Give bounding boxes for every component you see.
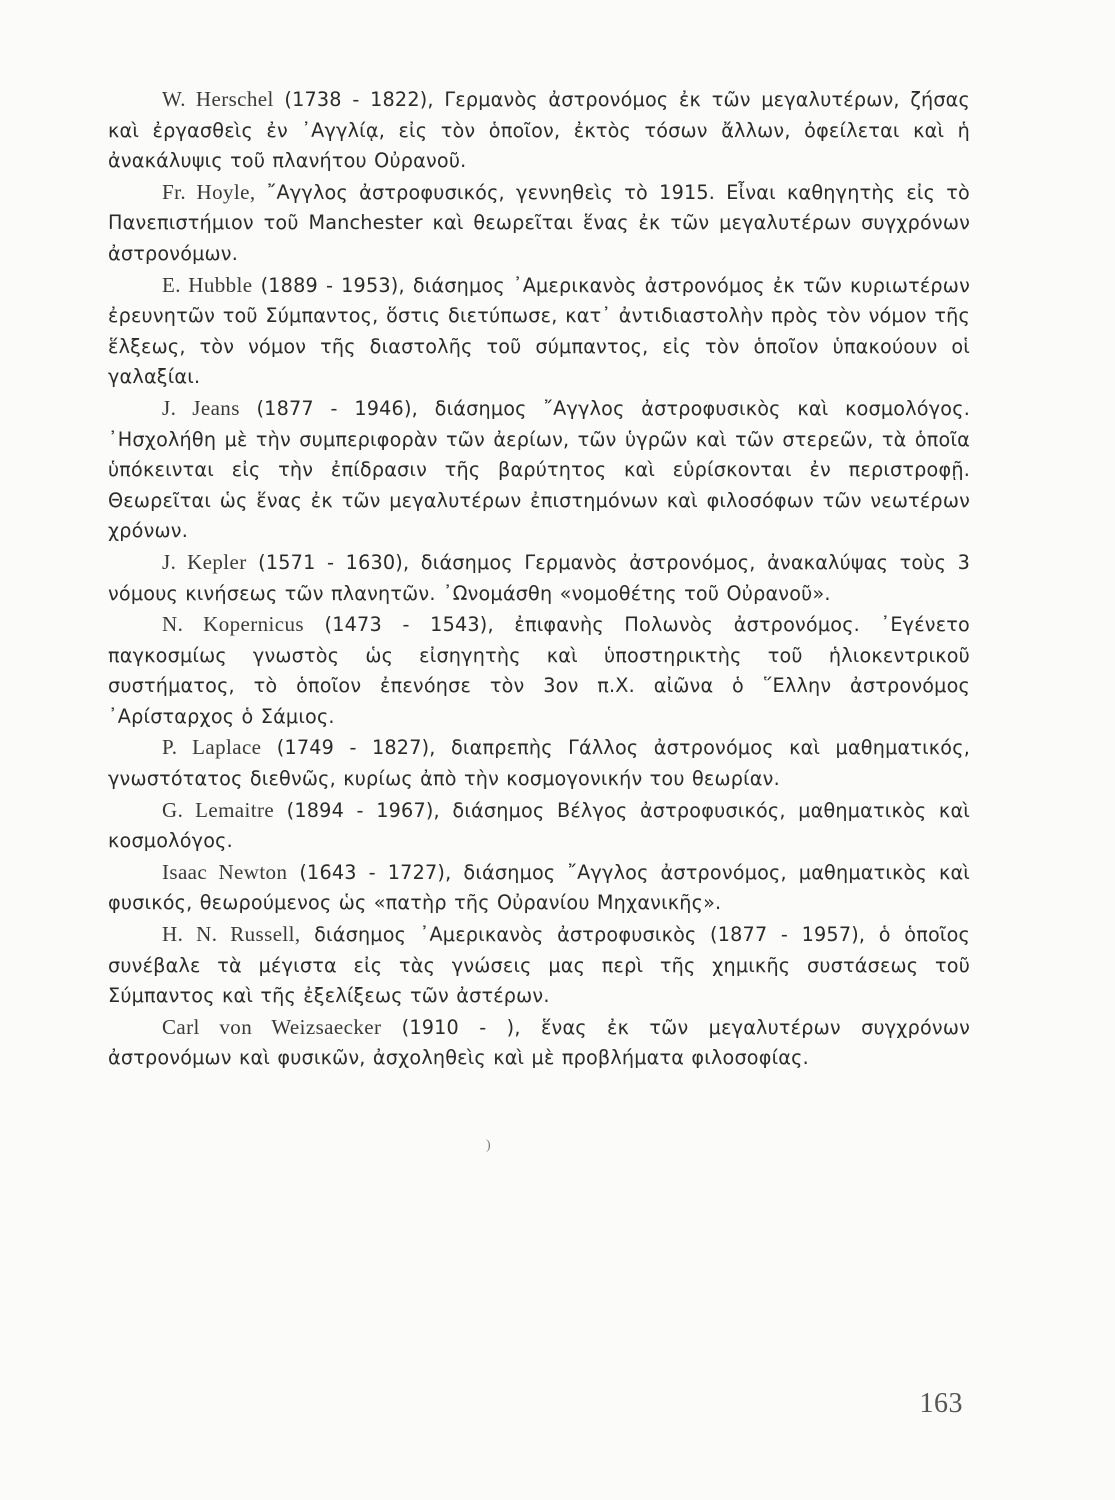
entry-text: (1643 - 1727), διάσημος ῎Αγγλος ἀστρονόμος, μαθηματικὸς καὶ φυσικός, θεωρούμενος ὡς «πατὴρ τῆς Οὐρανίου Μηχανικῆς».	[108, 860, 970, 915]
entry-text: (1889 - 1953), διάσημος ᾿Αμερικανὸς ἀστρονόμος ἐκ τῶν κυριωτέρων ἐρευνητῶν τοῦ Σύμπαντος, ὅστις διετύπωσε, κατ᾿ ἀντιδιαστολὴν πρὸς τὸν νόμον τῆς ἕλξεως, τὸν νόμον τῆς διαστολῆς τοῦ σύμπαντος, εἰς τὸν ὁποῖον ὑπακούουν οἱ γαλαξίαι.	[108, 273, 970, 389]
entry-newton	[108, 857, 970, 919]
entry-jeans	[108, 393, 970, 547]
entry-name: Isaac Newton	[162, 859, 288, 884]
entry-herschel	[108, 84, 970, 177]
entry-text: (1473 - 1543), ἐπιφανὴς Πολωνὸς ἀστρονόμος. ᾿Εγένετο παγκοσμίως γνωστὸς ὡς εἰσηγητὴς καὶ ὑποστηρικτὴς τοῦ ἡλιοκεντρικοῦ συστήματος, τὸ ὁποῖον ἐπενόησε τὸν 3ον π.Χ. αἰῶνα ὁ ῞Ελλην ἀστρονόμος ᾿Αρίσταρχος ὁ Σάμιος.	[108, 613, 970, 728]
entry-name: Carl von Weizsaecker	[162, 1014, 382, 1039]
entry-name: N. Kopernicus	[162, 612, 304, 637]
entry-kopernicus	[108, 609, 970, 732]
biographical-notes	[108, 84, 970, 1074]
entry-text: (1894 - 1967), διάσημος Βέλγος ἀστροφυσικός, μαθηματικὸς καὶ κοσμολόγος.	[108, 798, 970, 853]
entry-laplace	[108, 732, 970, 794]
entry-lemaitre	[108, 795, 970, 857]
entry-russell	[108, 919, 970, 1012]
entry-name: H. N. Russell,	[162, 922, 301, 947]
entry-text: (1738 - 1822), Γερμανὸς ἀστρονόμος ἐκ τῶν μεγαλυτέρων, ζήσας καὶ ἐργασθεὶς ἐν ᾿Αγγλίᾳ, εἰς τὸν ὁποῖον, ἐκτὸς τόσων ἄλλων, ὀφείλεται καὶ ἡ ἀνακάλυψις τοῦ πλανήτου Οὐρανοῦ.	[108, 88, 970, 173]
entry-name: J. Kepler	[162, 549, 247, 574]
entry-text: (1749 - 1827), διαπρεπὴς Γάλλος ἀστρονόμος καὶ μαθηματικός, γνωστότατος διεθνῶς, κυρίως ἀπὸ τὴν κοσμογονικήν του θεωρίαν.	[108, 736, 970, 791]
entry-name: J. Jeans	[162, 395, 240, 420]
entry-name: E. Hubble	[162, 272, 253, 297]
entry-text: (1910 - ), ἕνας ἐκ τῶν μεγαλυτέρων συγχρόνων ἀστρονόμων καὶ φυσικῶν, ἀσχοληθεὶς καὶ μὲ προβλήματα φιλοσοφίας.	[108, 1015, 971, 1070]
scan-speck: )	[486, 1138, 491, 1153]
entry-text: ῎Αγγλος ἀστροφυσικός, γεννηθεὶς τὸ 1915. Εἶναι καθηγητὴς εἰς τὸ Πανεπιστήμιον τοῦ Manchester καὶ θεωρεῖται ἕνας ἐκ τῶν μεγαλυτέρων συγχρόνων ἀστρονόμων.	[108, 180, 970, 265]
entry-text: (1877 - 1946), διάσημος ῎Αγγλος ἀστροφυσικὸς καὶ κοσμολόγος. ᾿Ησχολήθη μὲ τὴν συμπεριφορὰν τῶν ἀερίων, τῶν ὑγρῶν καὶ τῶν στερεῶν, τὰ ὁποῖα ὑπόκεινται εἰς τὴν ἐπίδρασιν τῆς βαρύτητος καὶ εὑρίσκονται ἐν περιστροφῇ. Θεωρεῖται ὡς ἕνας ἐκ τῶν μεγαλυτέρων ἐπιστημόνων καὶ φιλοσόφων τῶν νεωτέρων χρόνων.	[108, 396, 971, 543]
entry-hubble	[108, 270, 970, 393]
entry-kepler	[108, 547, 970, 609]
entry-hoyle	[108, 177, 970, 270]
entry-text: (1571 - 1630), διάσημος Γερμανὸς ἀστρονόμος, ἀνακαλύψας τοὺς 3 νόμους κινήσεως τῶν πλανητῶν. ᾿Ωνομάσθη «νομοθέτης τοῦ Οὐρανοῦ».	[108, 550, 970, 605]
entry-name: G. Lemaitre	[162, 797, 275, 822]
page-number: 163	[919, 1388, 963, 1419]
entry-name: P. Laplace	[162, 735, 262, 760]
entry-text: διάσημος ᾿Αμερικανὸς ἀστροφυσικὸς (1877 - 1957), ὁ ὁποῖος συνέβαλε τὰ μέγιστα εἰς τὰς γνώσεις μας περὶ τῆς χημικῆς συστάσεως τοῦ Σύμπαντος καὶ τῆς ἐξελίξεως τῶν ἀστέρων.	[108, 923, 970, 1008]
entry-name: Fr. Hoyle,	[162, 179, 256, 204]
entry-weizsaecker	[108, 1012, 970, 1074]
entry-name: W. Herschel	[162, 87, 274, 111]
